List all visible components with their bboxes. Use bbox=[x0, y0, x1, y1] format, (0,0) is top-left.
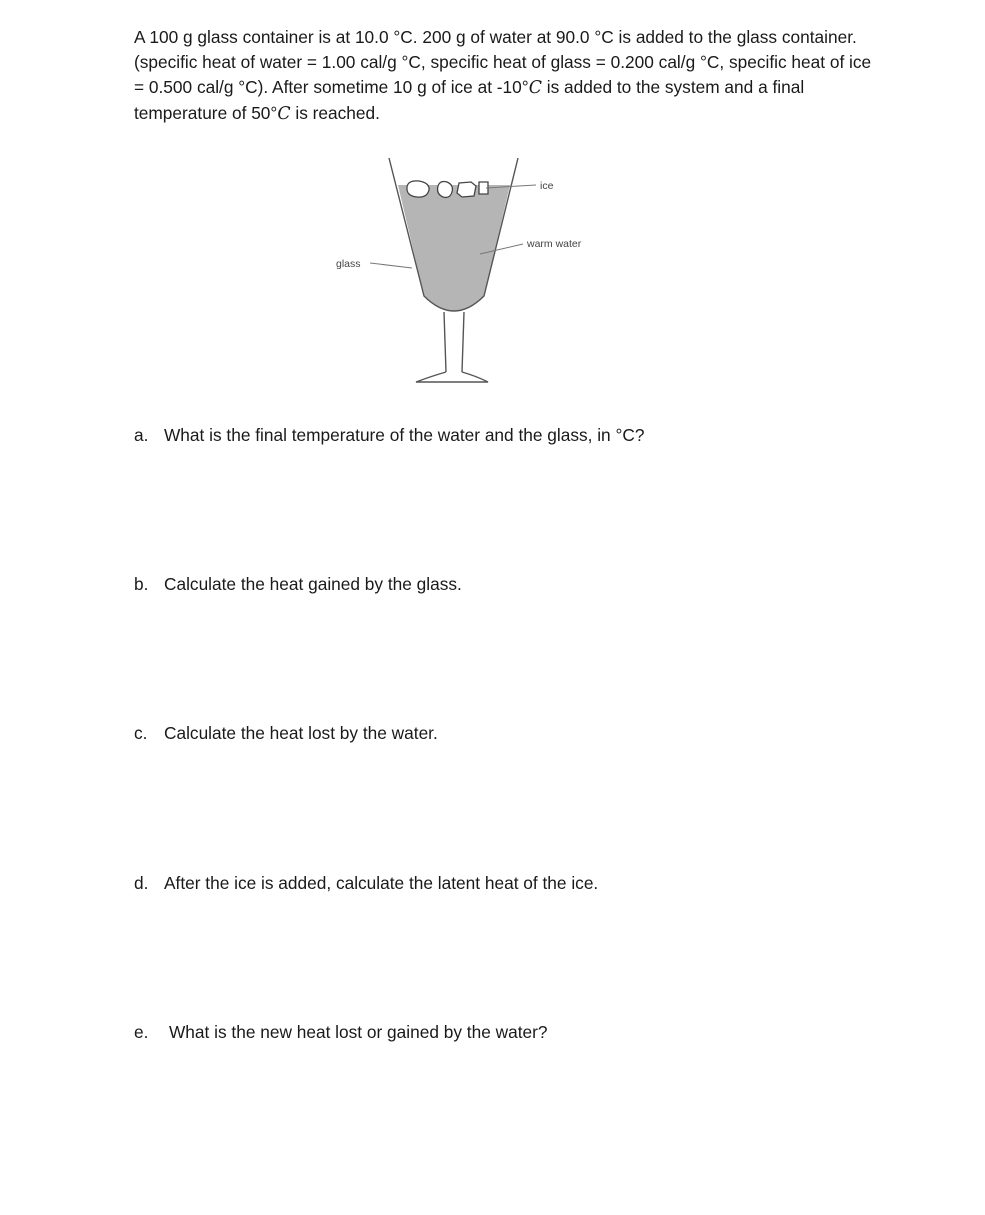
ice-cube-3 bbox=[457, 182, 476, 197]
warm-water-label: warm water bbox=[527, 238, 582, 250]
question-letter: a. bbox=[134, 425, 149, 445]
glass-diagram bbox=[320, 150, 620, 395]
glass-stem bbox=[444, 312, 464, 372]
question-text: Calculate the heat gained by the glass. bbox=[164, 574, 462, 594]
question-text: Calculate the heat lost by the water. bbox=[164, 723, 438, 743]
problem-statement bbox=[134, 25, 874, 127]
problem-text-part1: A 100 g glass container is at 10.0 °C. 200 g of water at 90.0 °C is added to the glass container. (specific heat of water = 1.00 cal/g °C, specific heat of glass = 0.200 cal/g °C, specific heat of ice = 0.500 cal/g °C). After sometime 10 g of ice at -10° bbox=[134, 27, 872, 97]
question-letter: e. bbox=[134, 1022, 149, 1042]
question-b bbox=[134, 573, 462, 595]
glass-leader-line bbox=[370, 263, 412, 268]
question-letter: c. bbox=[134, 723, 148, 743]
ice-label: ice bbox=[540, 180, 554, 192]
question-letter: b. bbox=[134, 574, 149, 594]
glass-label: glass bbox=[336, 258, 361, 270]
question-text: What is the new heat lost or gained by the water? bbox=[169, 1022, 548, 1042]
problem-text-part3: is reached. bbox=[290, 103, 380, 123]
question-e bbox=[134, 1021, 547, 1043]
warm-water-fill bbox=[398, 185, 510, 311]
question-d bbox=[134, 872, 598, 894]
celsius-symbol-italic: C bbox=[528, 78, 542, 98]
question-a bbox=[134, 424, 644, 446]
question-c bbox=[134, 722, 438, 744]
ice-cube-1 bbox=[407, 181, 429, 197]
glass-base bbox=[416, 372, 488, 382]
problem-text-part2: is added to the system and a final temperature of 50° bbox=[134, 77, 805, 123]
ice-cube-2 bbox=[438, 182, 453, 198]
question-letter: d. bbox=[134, 873, 149, 893]
celsius-symbol-italic: C bbox=[277, 104, 291, 124]
question-text: What is the final temperature of the water and the glass, in °C? bbox=[164, 425, 645, 445]
question-text: After the ice is added, calculate the latent heat of the ice. bbox=[164, 873, 599, 893]
glass-diagram-svg bbox=[320, 150, 620, 395]
